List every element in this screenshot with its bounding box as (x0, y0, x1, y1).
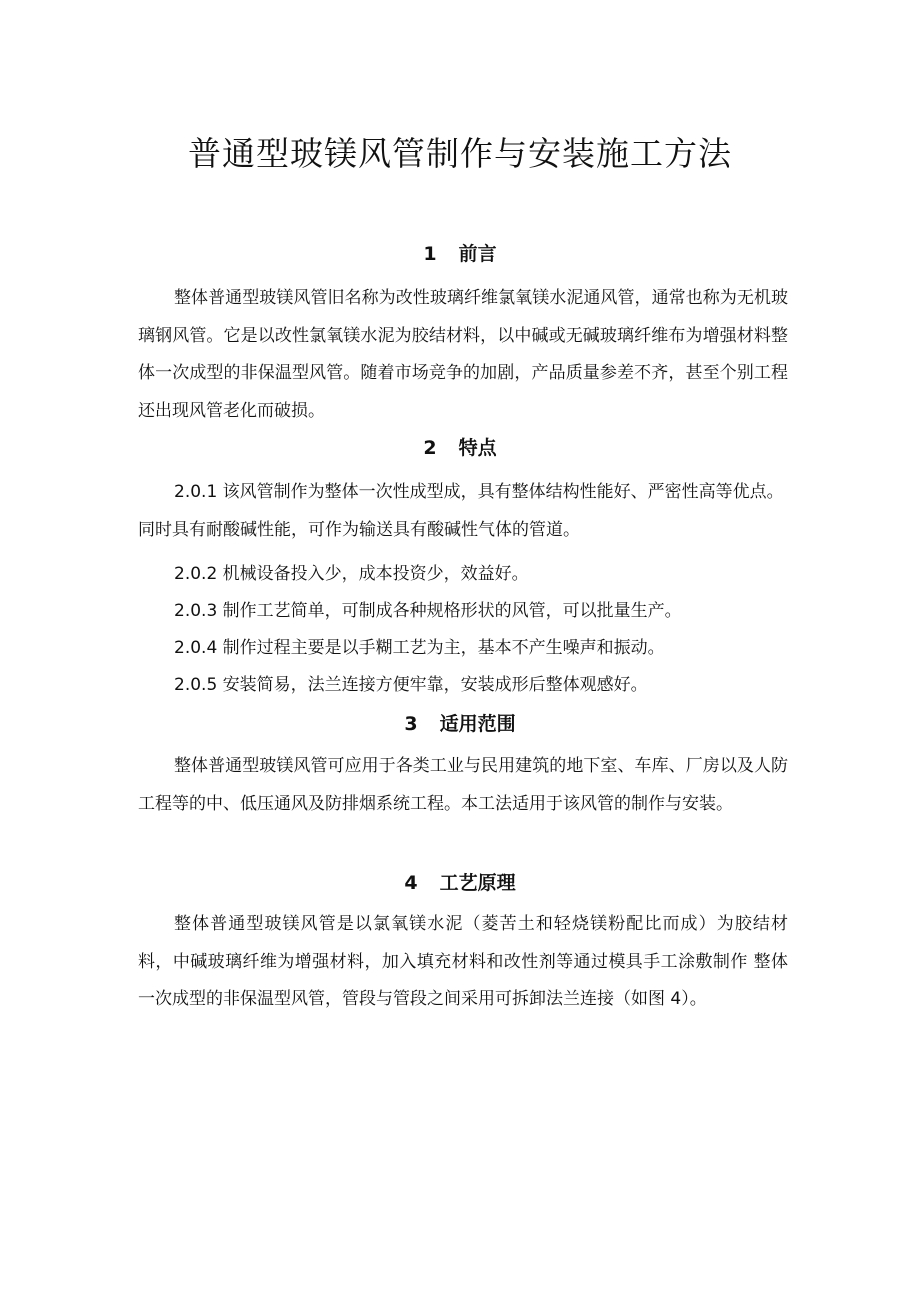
section-number: 4 (404, 872, 418, 894)
section-heading-1 (0, 240, 920, 268)
section-4-paragraph: 整体普通型玻镁风管是以氯氧镁水泥（菱苦土和轻烧镁粉配比而成）为胶结材 料，中碱玻璃纤维为增强材料，加入填充材料和改性剂等通过模具手工涂敷制作 整体一次成型的非保温型风管，管段与管段之间采用可拆卸法兰连接（如图 4）。 (138, 914, 788, 1009)
section-heading-2 (0, 434, 920, 462)
section-title: 前言 (458, 243, 497, 265)
section-number: 1 (423, 243, 437, 265)
section-title: 适用范围 (439, 713, 516, 735)
feature-item-2-0-2: 2.0.2 机械设备投入少，成本投资少，效益好。 (174, 564, 529, 584)
document-title: 普通型玻镁风管制作与安装施工方法 (188, 134, 732, 173)
feature-item-2-0-3: 2.0.3 制作工艺简单，可制成各种规格形状的风管，可以批量生产。 (174, 601, 682, 621)
section-heading-3 (0, 710, 920, 738)
section-title: 特点 (458, 437, 497, 459)
section-number: 2 (423, 437, 437, 459)
section-1-paragraph: 整体普通型玻镁风管旧名称为改性玻璃纤维氯氧镁水泥通风管，通常也称为无机玻璃钢风管。它是以改性氯氧镁水泥为胶结材料，以中碱或无碱玻璃纤维布为增强材料整体一次成型的非保温型风管。随着市场竞争的加剧，产品质量参差不齐，甚至个别工程还出现风管老化而破损。 (138, 288, 788, 421)
section-number: 3 (404, 713, 418, 735)
section-heading-4 (0, 869, 920, 897)
section-3-paragraph: 整体普通型玻镁风管可应用于各类工业与民用建筑的地下室、车库、厂房以及人防工程等的中、低压通风及防排烟系统工程。本工法适用于该风管的制作与安装。 (138, 756, 788, 814)
section-title: 工艺原理 (439, 872, 516, 894)
feature-item-2-0-1: 2.0.1 该风管制作为整体一次性成型成，具有整体结构性能好、严密性高等优点。同时具有耐酸碱性能，可作为输送具有酸碱性气体的管道。 (138, 482, 784, 540)
feature-item-2-0-5: 2.0.5 安装简易，法兰连接方便牢靠，安装成形后整体观感好。 (174, 675, 648, 695)
feature-item-2-0-4: 2.0.4 制作过程主要是以手糊工艺为主，基本不产生噪声和振动。 (174, 638, 665, 658)
